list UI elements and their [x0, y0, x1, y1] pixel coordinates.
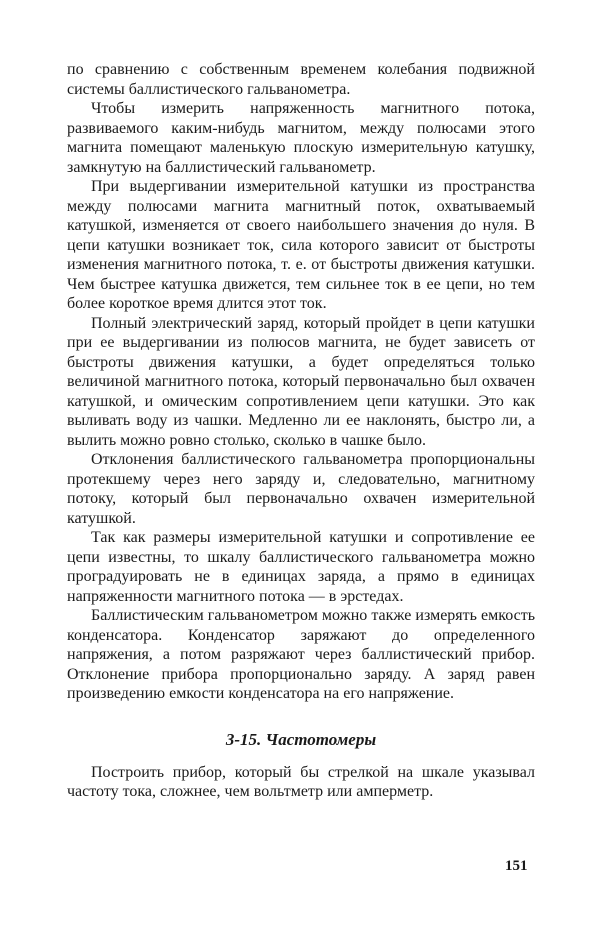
page-body	[67, 60, 535, 802]
paragraph-continuation: по сравнению с собственным временем колебания подвижной системы баллистического гальванометра.	[67, 61, 535, 98]
paragraph-measure-flux: Чтобы измерить напряженность магнитного потока, развиваемого каким-нибудь магнитом, между полюсами этого магнита помещают маленькую плоскую измерительную катушку, замкнутую на баллистический гальванометр.	[67, 100, 535, 176]
paragraph-deflections: Отклонения баллистического гальванометра пропорциональны протекшему через него заряду и, следовательно, магнитному потоку, который был первоначально охвачен измерительной катушкой.	[67, 451, 535, 527]
page-number: 151	[505, 858, 528, 874]
paragraph-total-charge: Полный электрический заряд, который пройдет в цепи катушки при ее выдергивании из полюсов магнита, не будет зависеть от быстроты движения катушки, а будет определяться только величиной магнитного потока, который первоначально был охвачен катушкой, и омическим сопротивлением цепи катушки. Это как выливать воду из чашки. Медленно ли ее наклонять, быстро ли, а вылить можно ровно столько, сколько в чашке было.	[67, 314, 535, 449]
paragraph-capacitance: Баллистическим гальванометром можно также измерять емкость конденсатора. Конденсатор заряжают до определенного напряжения, а потом разряжают через баллистический прибор. Отклонение прибора пропорционально заряду. А заряд равен произведению емкости конденсатора на его напряжение.	[67, 607, 535, 702]
section-heading: 3-15. Частотомеры	[225, 729, 377, 749]
paragraph-frequency-meter: Построить прибор, который бы стрелкой на шкале указывал частоту тока, сложнее, чем вольтметр или амперметр.	[67, 763, 535, 800]
paragraph-scale-oersteds: Так как размеры измерительной катушки и сопротивление ее цепи известны, то шкалу баллистического гальванометра можно проградуировать не в единицах заряда, а прямо в единицах напряженности магнитного потока — в эрстедах.	[67, 529, 535, 605]
paragraph-pulling-coil: При выдергивании измерительной катушки из пространства между полюсами магнита магнитный поток, охватываемый катушкой, изменяется от своего наибольшего значения до нуля. В цепи катушки возникает ток, сила которого зависит от быстроты изменения магнитного потока, т. е. от быстроты движения катушки. Чем быстрее катушка движется, тем сильнее ток в ее цепи, но тем более короткое время длится этот ток.	[67, 178, 535, 312]
